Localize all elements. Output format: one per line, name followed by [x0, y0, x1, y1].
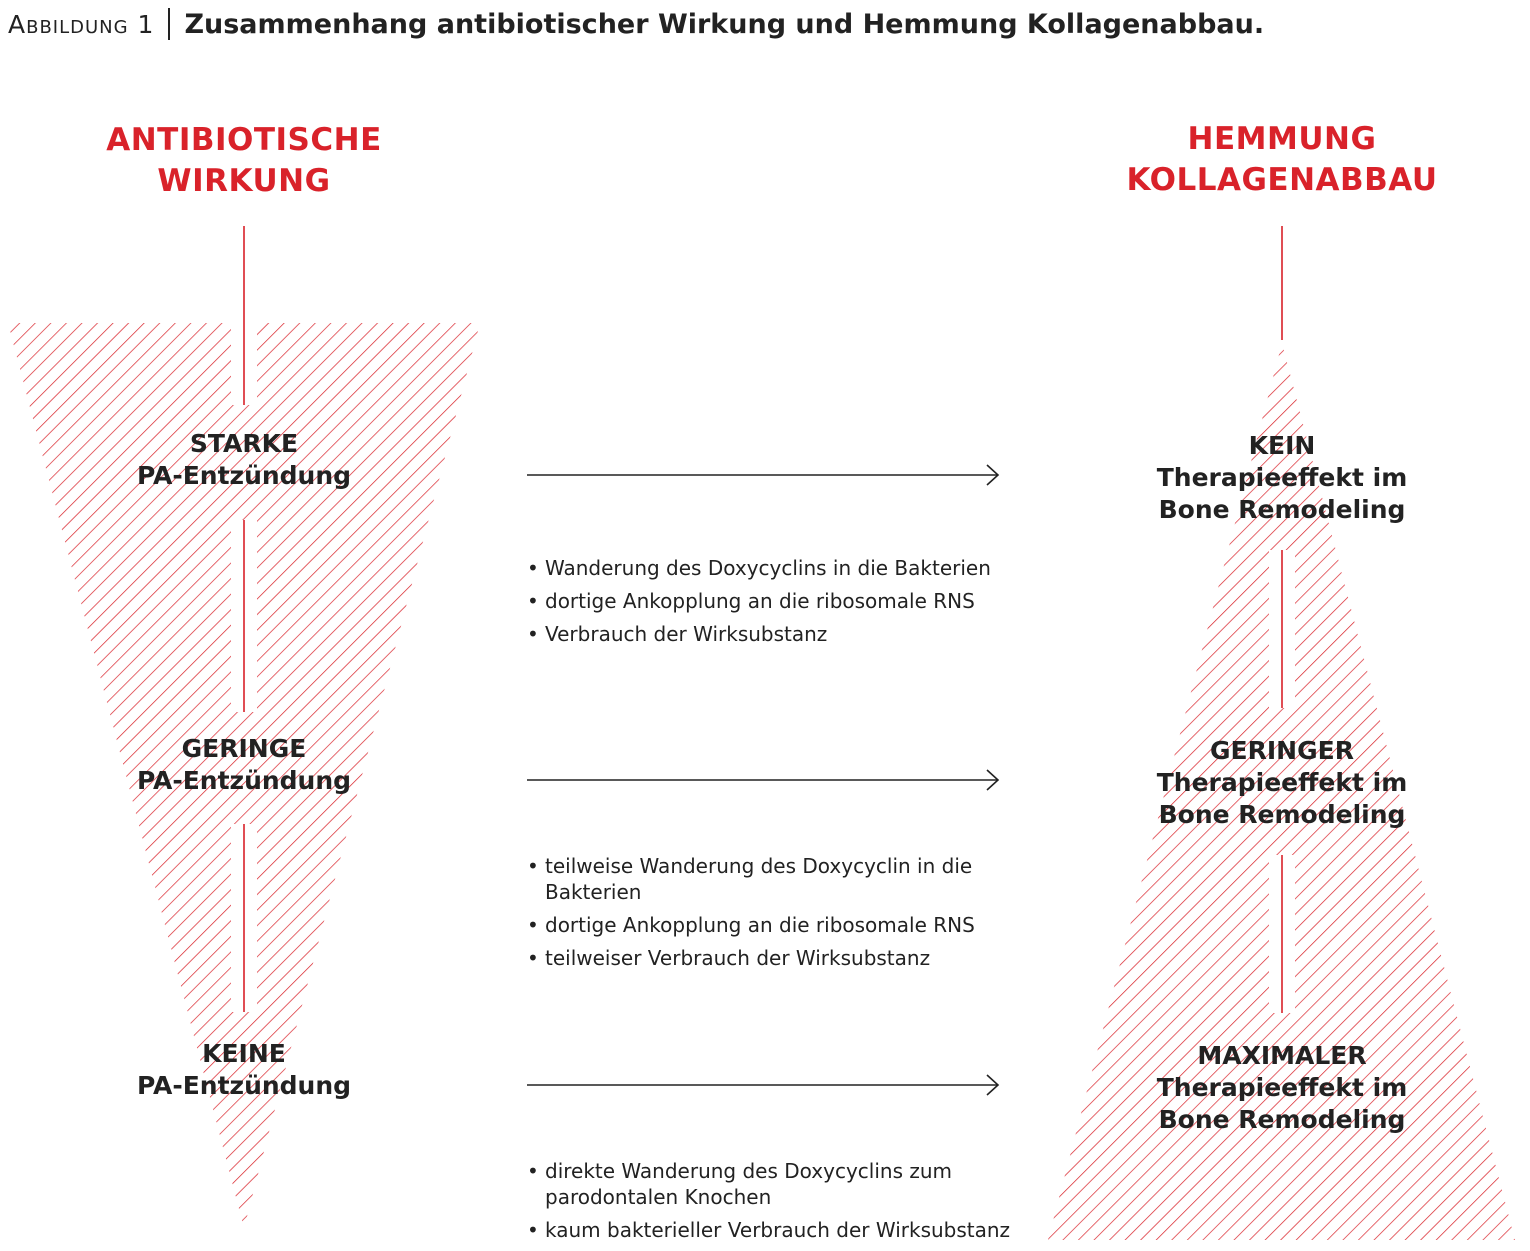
effect-line: KEIN	[1248, 431, 1316, 460]
therapy-effect-max	[1132, 1040, 1432, 1136]
figure-title: Zusammenhang antibiotischer Wirkung und Hemmung Kollagenabbau.	[184, 8, 1265, 40]
figure-label: Abbildung 1	[8, 9, 155, 39]
effect-line: Therapieeffekt im	[1156, 768, 1408, 797]
collagen-heading-line: KOLLAGENABBAU	[1126, 162, 1438, 198]
stage-line: STARKE	[189, 429, 299, 458]
collagen-heading-line: HEMMUNG	[1187, 121, 1377, 157]
mechanism-note: • kaum bakterieller Verbrauch der Wirksubstanz	[527, 1217, 1017, 1243]
effect-line: Bone Remodeling	[1158, 495, 1406, 524]
mechanism-note: • direkte Wanderung des Doxycyclins zum parodontalen Knochen	[527, 1158, 965, 1210]
mechanism-notes-2	[527, 853, 977, 978]
effect-line: GERINGER	[1210, 736, 1354, 765]
effect-line: Bone Remodeling	[1158, 1105, 1406, 1134]
arrow-row-3	[527, 1075, 998, 1095]
collagen-heading	[1112, 119, 1452, 201]
stage-line: PA-Entzündung	[136, 766, 352, 795]
therapy-effect-low	[1132, 735, 1432, 831]
antibiotic-heading-line: WIRKUNG	[157, 163, 331, 199]
antibiotic-heading-line: ANTIBIOTISCHE	[106, 122, 382, 158]
mechanism-notes-3	[527, 1158, 1017, 1250]
inflammation-level-strong	[104, 428, 384, 492]
mechanism-note: • teilweise Wanderung des Doxycyclin in die Bakterien	[527, 853, 977, 905]
mechanism-note: • Wanderung des Doxycyclins in die Bakterien	[527, 555, 997, 581]
effect-line: MAXIMALER	[1197, 1041, 1367, 1070]
stage-line: PA-Entzündung	[136, 1071, 352, 1100]
mechanism-note: • teilweiser Verbrauch der Wirksubstanz	[527, 945, 977, 971]
inflammation-level-none	[104, 1038, 384, 1102]
mechanism-notes-1	[527, 555, 997, 654]
effect-line: Therapieeffekt im	[1156, 463, 1408, 492]
mechanism-note: • Verbrauch der Wirksubstanz	[527, 621, 997, 647]
mechanism-note: • dortige Ankopplung an die ribosomale RNS	[527, 588, 997, 614]
stage-line: KEINE	[202, 1039, 286, 1068]
effect-line: Bone Remodeling	[1158, 800, 1406, 829]
stage-line: PA-Entzündung	[136, 461, 352, 490]
inflammation-level-low	[104, 733, 384, 797]
effect-line: Therapieeffekt im	[1156, 1073, 1408, 1102]
therapy-effect-none	[1132, 430, 1432, 526]
stage-line: GERINGE	[181, 734, 307, 763]
mechanism-note: • dortige Ankopplung an die ribosomale RNS	[527, 912, 977, 938]
arrow-row-1	[527, 465, 998, 485]
antibiotic-heading	[84, 120, 404, 202]
arrow-row-2	[527, 770, 998, 790]
